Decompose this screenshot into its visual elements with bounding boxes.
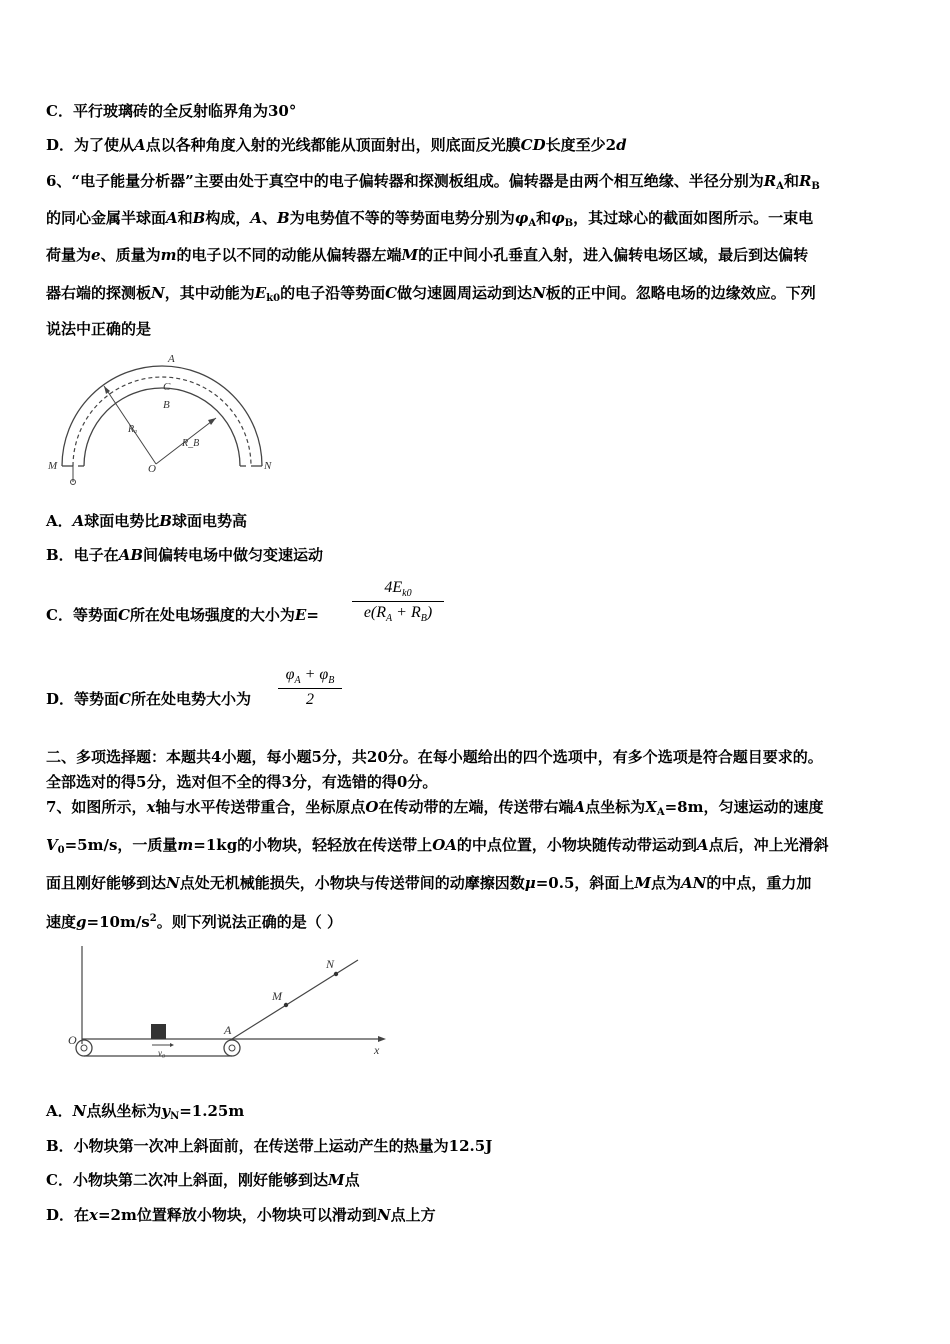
label-m: M xyxy=(272,989,282,1003)
q6-stem-line-3: 荷量为e、质量为m的电子以不同的动能从偏转器左端M的正中间小孔垂直入射，进入偏转电场区域，最后到达偏转 xyxy=(46,246,809,264)
section2-heading-line-1: 二、多项选择题：本题共4小题，每小题5分，共20分。在每小题给出的四个选项中，有多个选项是符合题目要求的。 xyxy=(46,748,823,766)
label-a: A xyxy=(224,1023,232,1037)
label-x: x xyxy=(374,1043,380,1057)
label-b: B xyxy=(163,399,170,411)
q6-stem-line-1: 6、“电子能量分析器”主要由处于真空中的电子偏转器和探测板组成。偏转器是由两个相互绝缘、半径分别为$R_A$和$R_B$ xyxy=(46,172,820,192)
q6-option-b: B．电子在AB间偏转电场中做匀变速运动 xyxy=(46,546,324,564)
q5-option-c: C．平行玻璃砖的全反射临界角为30° xyxy=(46,102,297,120)
point-m xyxy=(284,1003,288,1007)
q6-option-d-fraction: $\varphi_A + \varphi_B$ 2 xyxy=(278,666,342,709)
point-n xyxy=(334,972,338,976)
q7-stem-line-1: 7、如图所示，x轴与水平传送带重合，坐标原点O在传动带的左端，传送带右端A点坐标为$X_A=8m$，匀速运动的速度 xyxy=(46,798,824,818)
q6-option-a: A．A球面电势比B球面电势高 xyxy=(46,512,247,530)
label-c: C xyxy=(163,381,171,393)
q6-stem-line-5: 说法中正确的是 xyxy=(46,320,152,338)
q7-stem-line-3: 面且刚好能够到达N点处无机械能损失，小物块与传送带间的动摩擦因数μ=0.5，斜面上M点为AN的中点，重力加 xyxy=(46,874,812,892)
left-roller-hub xyxy=(81,1045,87,1051)
outer-shell-a xyxy=(62,366,262,466)
label-rb: R_B xyxy=(182,438,200,449)
label-ra: Rₐ xyxy=(128,424,138,435)
q6-stem-line-2: 的同心金属半球面A和B构成，A、B为电势值不等的等势面电势分别为$\varphi_A$和$\varphi_B$，其过球心的截面如图所示。一束电 xyxy=(46,209,814,229)
q7-option-c: C．小物块第二次冲上斜面，刚好能够到达M点 xyxy=(46,1171,360,1189)
equipotential-c xyxy=(73,377,251,466)
q7-stem-line-4: 速度$g=10m/s^2$。则下列说法正确的是（ ） xyxy=(46,913,342,931)
conveyor-figure xyxy=(60,940,400,1070)
label-v0: v₀ xyxy=(158,1048,166,1058)
label-n: N xyxy=(326,957,335,971)
q7-option-b: B．小物块第一次冲上斜面前，在传送带上运动产生的热量为12.5J xyxy=(46,1137,493,1155)
right-roller-hub xyxy=(229,1045,235,1051)
q7-stem-line-2: $V_0=5m/s$，一质量m=1kg的小物块，轻轻放在传送带上OA的中点位置，小物块随传动带运动到A点后，冲上光滑斜 xyxy=(46,836,829,856)
small-block xyxy=(151,1024,166,1039)
label-o: O xyxy=(148,463,156,475)
right-roller xyxy=(224,1040,240,1056)
left-roller xyxy=(76,1040,92,1056)
label-m: M xyxy=(48,460,58,472)
q6-option-c-fraction: $4E_{k0}$ $e(R_A + R_B)$ xyxy=(352,579,444,624)
q7-option-a: A．N点纵坐标为$y_N=1.25m$ xyxy=(46,1102,245,1122)
label-n: N xyxy=(264,460,272,472)
x-axis-arrow xyxy=(378,1036,386,1042)
inner-shell-b xyxy=(84,388,240,466)
label-o: O xyxy=(68,1033,77,1047)
incline-line xyxy=(232,960,358,1039)
q6-option-c: C．等势面C所在处电场强度的大小为E= xyxy=(46,606,319,624)
q6-stem-line-4: 器右端的探测板N，其中动能为$E_{k0}$的电子沿等势面C做匀速圆周运动到达N板的正中间。忽略电场的边缘效应。下列 xyxy=(46,284,816,304)
deflector-figure xyxy=(44,348,284,488)
q5-option-d: D．为了使从A点以各种角度入射的光线都能从顶面射出，则底面反光膜CD长度至少2d xyxy=(46,136,627,154)
radius-rb-arrow xyxy=(208,418,216,425)
q7-option-d: D．在x=2m位置释放小物块，小物块可以滑动到N点上方 xyxy=(46,1206,436,1224)
section2-heading-line-2: 全部选对的得5分，选对但不全的得3分，有选错的得0分。 xyxy=(46,773,438,791)
q6-option-d: D．等势面C所在处电势大小为 xyxy=(46,690,251,708)
label-a: A xyxy=(168,353,175,365)
velocity-arrowhead xyxy=(170,1043,174,1047)
